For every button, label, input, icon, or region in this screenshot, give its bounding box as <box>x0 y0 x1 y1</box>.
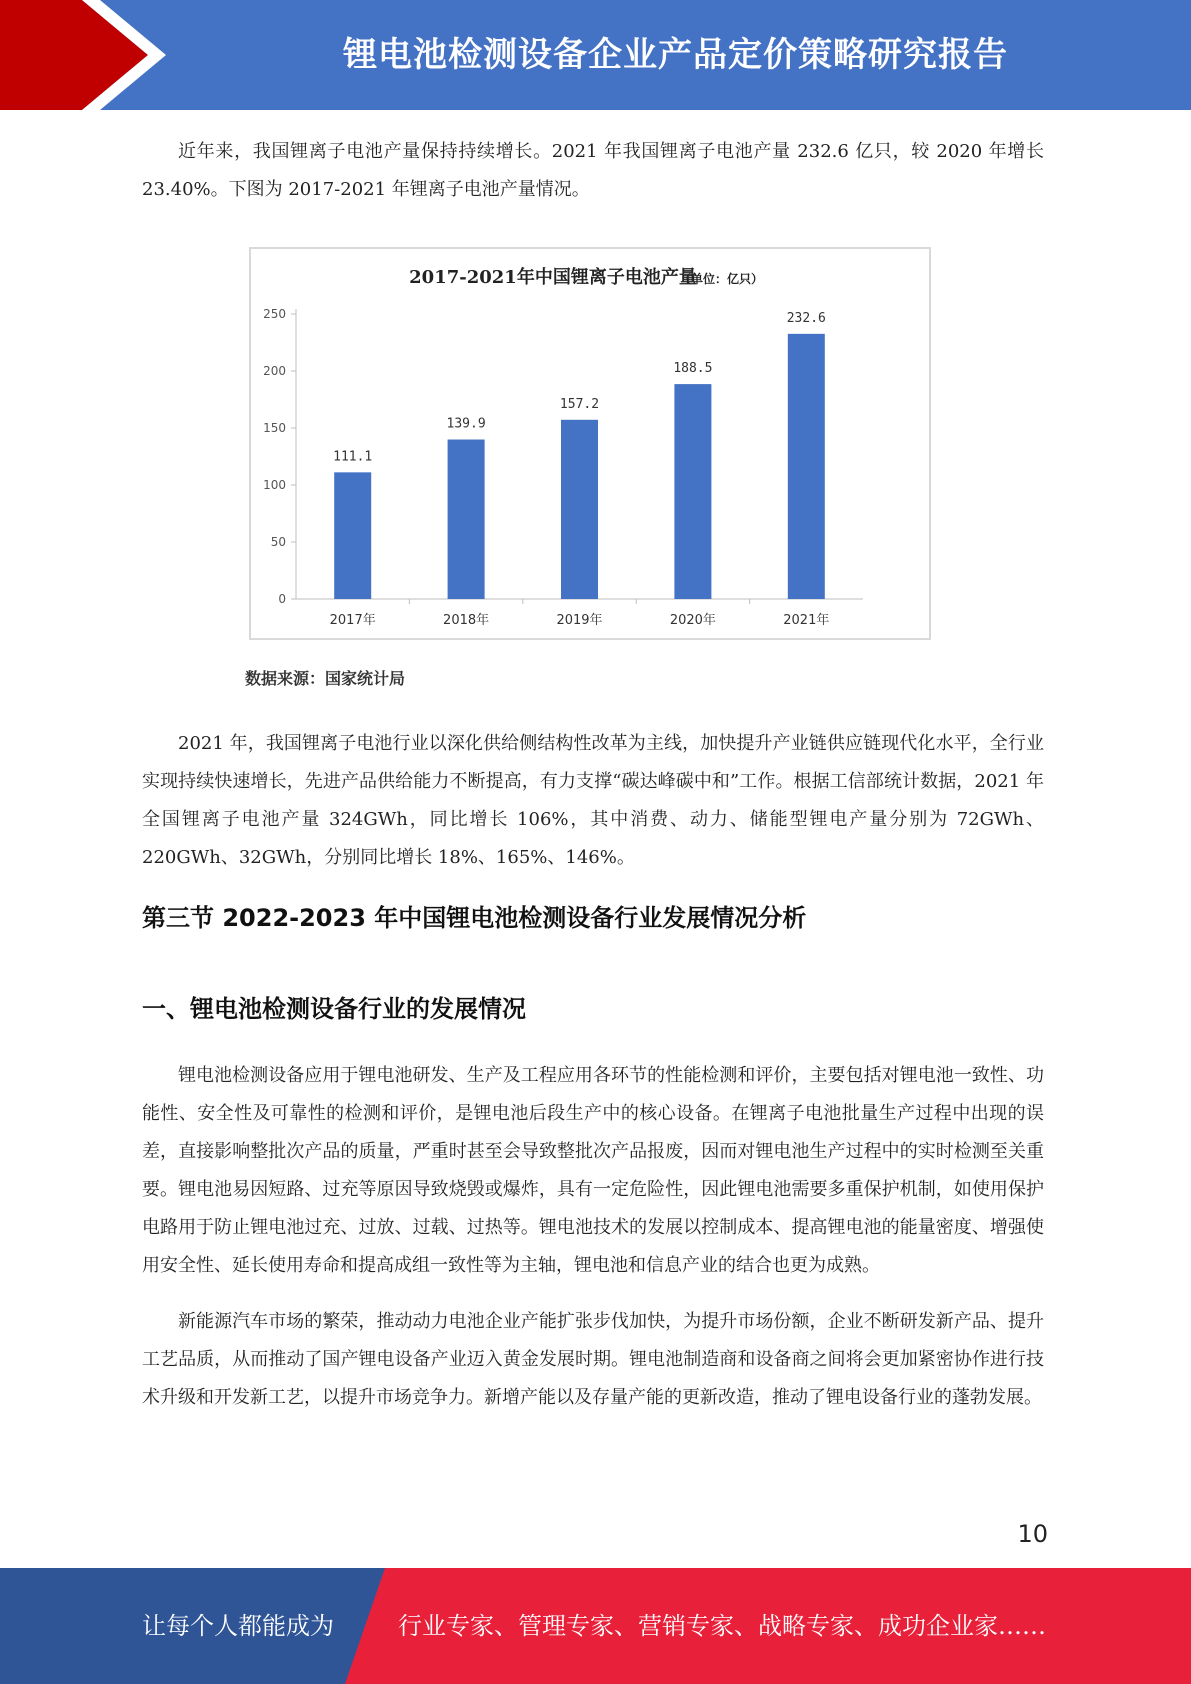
bar-2020年 <box>674 384 711 599</box>
data-label: 111.1 <box>333 449 373 465</box>
equipment-paragraph-2: 新能源汽车市场的繁荣，推动动力电池企业产能扩张步伐加快，为提升市场份额，企业不断研发新产品、提升工艺品质，从而推动了国产锂电设备产业迈入黄金发展时期。锂电池制造商和设备商之间将会更加紧密协作进行技术升级和开发新工艺，以提升市场竞争力。新增产能以及存量产能的更新改造，推动了锂电设备行业的蓬勃发展。 <box>142 1311 1044 1408</box>
intro-paragraph: 近年来，我国锂离子电池产量保持持续增长。2021 年我国锂离子电池产量 232.6 亿只，较 2020 年增长 23.40%。下图为 2017-2021 年锂离子电池产量情况。 <box>142 141 1044 200</box>
x-tick-label: 2017年 <box>329 613 376 628</box>
industry-2021-paragraph: 2021 年，我国锂离子电池行业以深化供给侧结构性改革为主线，加快提升产业链供应链现代化水平，全行业实现持续快速增长，先进产品供给能力不断提高，有力支撑“碳达峰碳中和”工作。根据工信部统计数据，2021 年全国锂离子电池产量 324GWh，同比增长 106%，其中消费、动力、储能型锂电产量分别为 72GWh、220GWh、32GWh，分别同比增长 18%、165%、146%。 <box>142 733 1044 868</box>
footer-slogan-left: 让每个人都能成为 <box>142 1612 334 1640</box>
bar-2019年 <box>561 420 598 599</box>
bar-2017年 <box>334 472 371 599</box>
industry-2021-section <box>142 725 1044 877</box>
equipment-section <box>142 1057 1044 1417</box>
y-tick-label: 100 <box>263 478 286 492</box>
footer-slogan-right: 行业专家、管理专家、营销专家、战略专家、成功企业家…… <box>398 1612 1046 1640</box>
report-title: 锂电池检测设备企业产品定价策略研究报告 <box>343 35 1008 75</box>
y-tick-label: 0 <box>278 592 286 606</box>
bar-2018年 <box>448 440 485 599</box>
data-label: 232.6 <box>786 310 826 326</box>
bar-chart <box>249 247 931 640</box>
x-tick-label: 2019年 <box>556 613 603 628</box>
data-source-note: 数据来源：国家统计局 <box>245 669 406 688</box>
section-heading: 第三节 2022-2023 年中国锂电池检测设备行业发展情况分析 <box>142 904 807 932</box>
y-tick-label: 250 <box>263 307 286 321</box>
x-tick-label: 2018年 <box>443 613 490 628</box>
chart-unit-note: （单位：亿只） <box>678 272 764 286</box>
data-label: 188.5 <box>673 361 713 377</box>
intro-section <box>142 133 1044 209</box>
bar-2021年 <box>788 334 825 599</box>
equipment-paragraph-1: 锂电池检测设备应用于锂电池研发、生产及工程应用各环节的性能检测和评价，主要包括对锂电池一致性、功能性、安全性及可靠性的检测和评价，是锂电池后段生产中的核心设备。在锂离子电池批量生产过程中出现的误差，直接影响整批次产品的质量，严重时甚至会导致整批次产品报废，因而对锂电池生产过程中的实时检测至关重要。锂电池易因短路、过充等原因导致烧毁或爆炸，具有一定危险性，因此锂电池需要多重保护机制，如使用保护电路用于防止锂电池过充、过放、过载、过热等。锂电池技术的发展以控制成本、提高锂电池的能量密度、增强使用安全性、延长使用寿命和提高成组一致性等为主轴，锂电池和信息产业的结合也更为成熟。 <box>142 1065 1044 1276</box>
y-tick-label: 50 <box>270 535 286 549</box>
x-tick-label: 2021年 <box>783 613 830 628</box>
chart-title: 2017-2021年中国锂离子电池产量 <box>409 267 697 288</box>
page-footer <box>0 1568 1191 1684</box>
page-number: 10 <box>1017 1520 1048 1548</box>
subsection-heading: 一、锂电池检测设备行业的发展情况 <box>142 995 526 1023</box>
data-label: 139.9 <box>446 416 486 432</box>
y-tick-label: 200 <box>263 364 286 378</box>
bar-chart-svg <box>251 249 929 638</box>
data-label: 157.2 <box>559 396 600 412</box>
y-tick-label: 150 <box>263 421 286 435</box>
page-header <box>0 0 1191 110</box>
x-tick-label: 2020年 <box>669 613 716 628</box>
